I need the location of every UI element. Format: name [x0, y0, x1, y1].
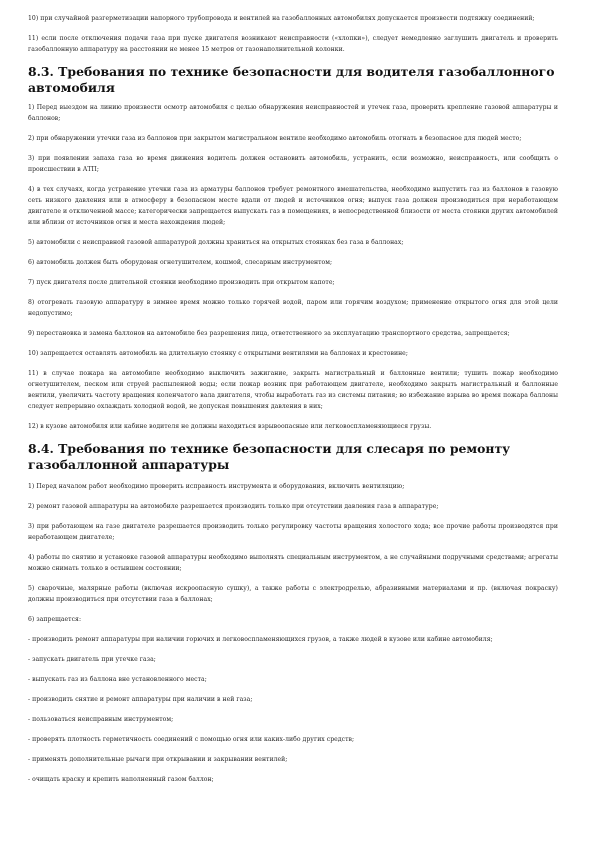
- mechanic-rule-4: 4) работы по снятию и установке газовой аппаратуры необходимо выполнять специальным инструментом, а не случайными подручными средствами; агрегаты можно снимать только в остывшем состоянии;: [28, 554, 558, 572]
- driver-rule-11: 11) в случае пожара на автомобиле необходимо выключить зажигание, закрыть магистральный и баллонные вентили; тушить пожар необходимо огнетушителем, песком или струей распыленной воды; если пожар возник при работающем двигателе, необходимо закрыть магистральный и баллонные вентили, увеличить частоту вращения коленчатого вала двигателя, чтобы выработать газ из системы питания; во избежание взрыва во время пожара баллоны следует непрерывно охлаждать холодной водой, не допуская повышения давления в них;: [28, 370, 558, 410]
- prohibition-item: - запускать двигатель при утечке газа;: [28, 656, 156, 663]
- mechanic-rule-3: 3) при работающем на газе двигателе разрешается производить только регулировку частоты вращения холостого хода; все прочие работы производятся при неработающем двигателе;: [28, 523, 558, 541]
- prohibition-item: - пользоваться неисправным инструментом;: [28, 716, 174, 723]
- prohibition-item: - производить ремонт аппаратуры при наличии горючих и легковоспламеняющихся грузов, а также людей в кузове или кабине автомобиля;: [28, 636, 493, 643]
- driver-rule-6: 6) автомобиль должен быть оборудован огнетушителем, кошмой, слесарным инструментом;: [28, 259, 333, 266]
- driver-rule-2: 2) при обнаружении утечки газа из баллонов при закрытом магистральном вентиле необходимо автомобиль отогнать в безопасное для людей место;: [28, 135, 522, 142]
- section-heading-8-3: 8.3. Требования по технике безопасности для водителя газобаллонного автомобиля: [28, 64, 555, 95]
- driver-rule-3: 3) при появлении запаха газа во время движения водитель должен остановить автомобиль, устранить, если возможно, неисправность, или сообщить о происшествии в АТП;: [28, 155, 558, 173]
- driver-rule-8: 8) отогревать газовую аппаратуру в зимнее время можно только горячей водой, паром или горячим воздухом; применение открытого огня для этой цели недопустимо;: [28, 299, 558, 317]
- section-heading-8-4: 8.4. Требования по технике безопасности для слесаря по ремонту газобаллонной аппаратуры: [28, 441, 511, 472]
- driver-rule-4: 4) в тех случаях, когда устранение утечки газа из арматуры баллонов требует ремонтного вмешательства, необходимо выпустить газ из баллонов в газовую сеть низкого давления или в атмосферу в безопасном месте вдали от людей и источников огня; выпуск газа должен производиться при неработающем двигателе и отключенной массе; категорически запрещается выпускать газ в помещениях, в непосредственной близости от места стоянки других автомобилей или вблизи от источников огня и места нахождения людей;: [28, 186, 558, 226]
- paragraph-top-10: 10) при случайной разгерметизации напорного трубопровода и вентилей на газобаллонных автомобилях допускается произвести подтяжку соединений;: [28, 15, 535, 22]
- mechanic-rule-6: 6) запрещается:: [28, 616, 82, 623]
- prohibition-item: - выпускать газ из баллона вне установленного места;: [28, 676, 207, 683]
- mechanic-rule-1: 1) Перед началом работ необходимо проверить исправность инструмента и оборудования, включить вентиляцию;: [28, 483, 405, 490]
- prohibition-item: - применять дополнительные рычаги при открывании и закрывании вентилей;: [28, 756, 288, 763]
- prohibition-item: - очищать краску и крепить наполненный газом баллон;: [28, 776, 214, 783]
- mechanic-rule-2: 2) ремонт газовой аппаратуры на автомобиле разрешается производить только при отсутствии давления газа в аппаратуре;: [28, 503, 439, 510]
- mechanic-rule-5: 5) сварочные, малярные работы (включая искроопасную сушку), а также работы с электродрелью, абразивными материалами и пр. (включая покраску) должны производиться при отсутствии газа в баллонах;: [28, 585, 558, 603]
- prohibition-item: - производить снятие и ремонт аппаратуры при наличии в ней газа;: [28, 696, 253, 703]
- driver-rule-5: 5) автомобили с неисправной газовой аппаратурой должны храниться на открытых стоянках без газа в баллонах;: [28, 239, 404, 246]
- prohibition-item: - проверять плотность герметичность соединений с помощью огня или каких-либо других средств;: [28, 736, 355, 743]
- driver-rule-10: 10) запрещается оставлять автомобиль на длительную стоянку с открытыми вентилями на баллонах и крестовине;: [28, 350, 408, 357]
- driver-rule-12: 12) в кузове автомобиля или кабине водителя не должны находиться взрывоопасные или легковоспламеняющиеся грузы.: [28, 423, 432, 430]
- document-body: [28, 13, 558, 794]
- driver-rule-7: 7) пуск двигателя после длительной стоянки необходимо производить при открытом капоте;: [28, 279, 335, 286]
- driver-rule-1: 1) Перед выездом на линию произвести осмотр автомобиля с целью обнаружения неисправностей и утечек газа, проверить крепление газовой аппаратуры и баллонов;: [28, 104, 558, 122]
- driver-rule-9: 9) перестановка и замена баллонов на автомобиле без разрешения лица, ответственного за эксплуатацию транспортного средства, запрещается;: [28, 330, 510, 337]
- paragraph-top-11: 11) если после отключения подачи газа при пуске двигателя возникают неисправности («хлопки»), следует немедленно заглушить двигатель и проверить газобаллонную аппаратуру на расстоянии не менее 15 метров от газонаполнительной колонки.: [28, 35, 558, 53]
